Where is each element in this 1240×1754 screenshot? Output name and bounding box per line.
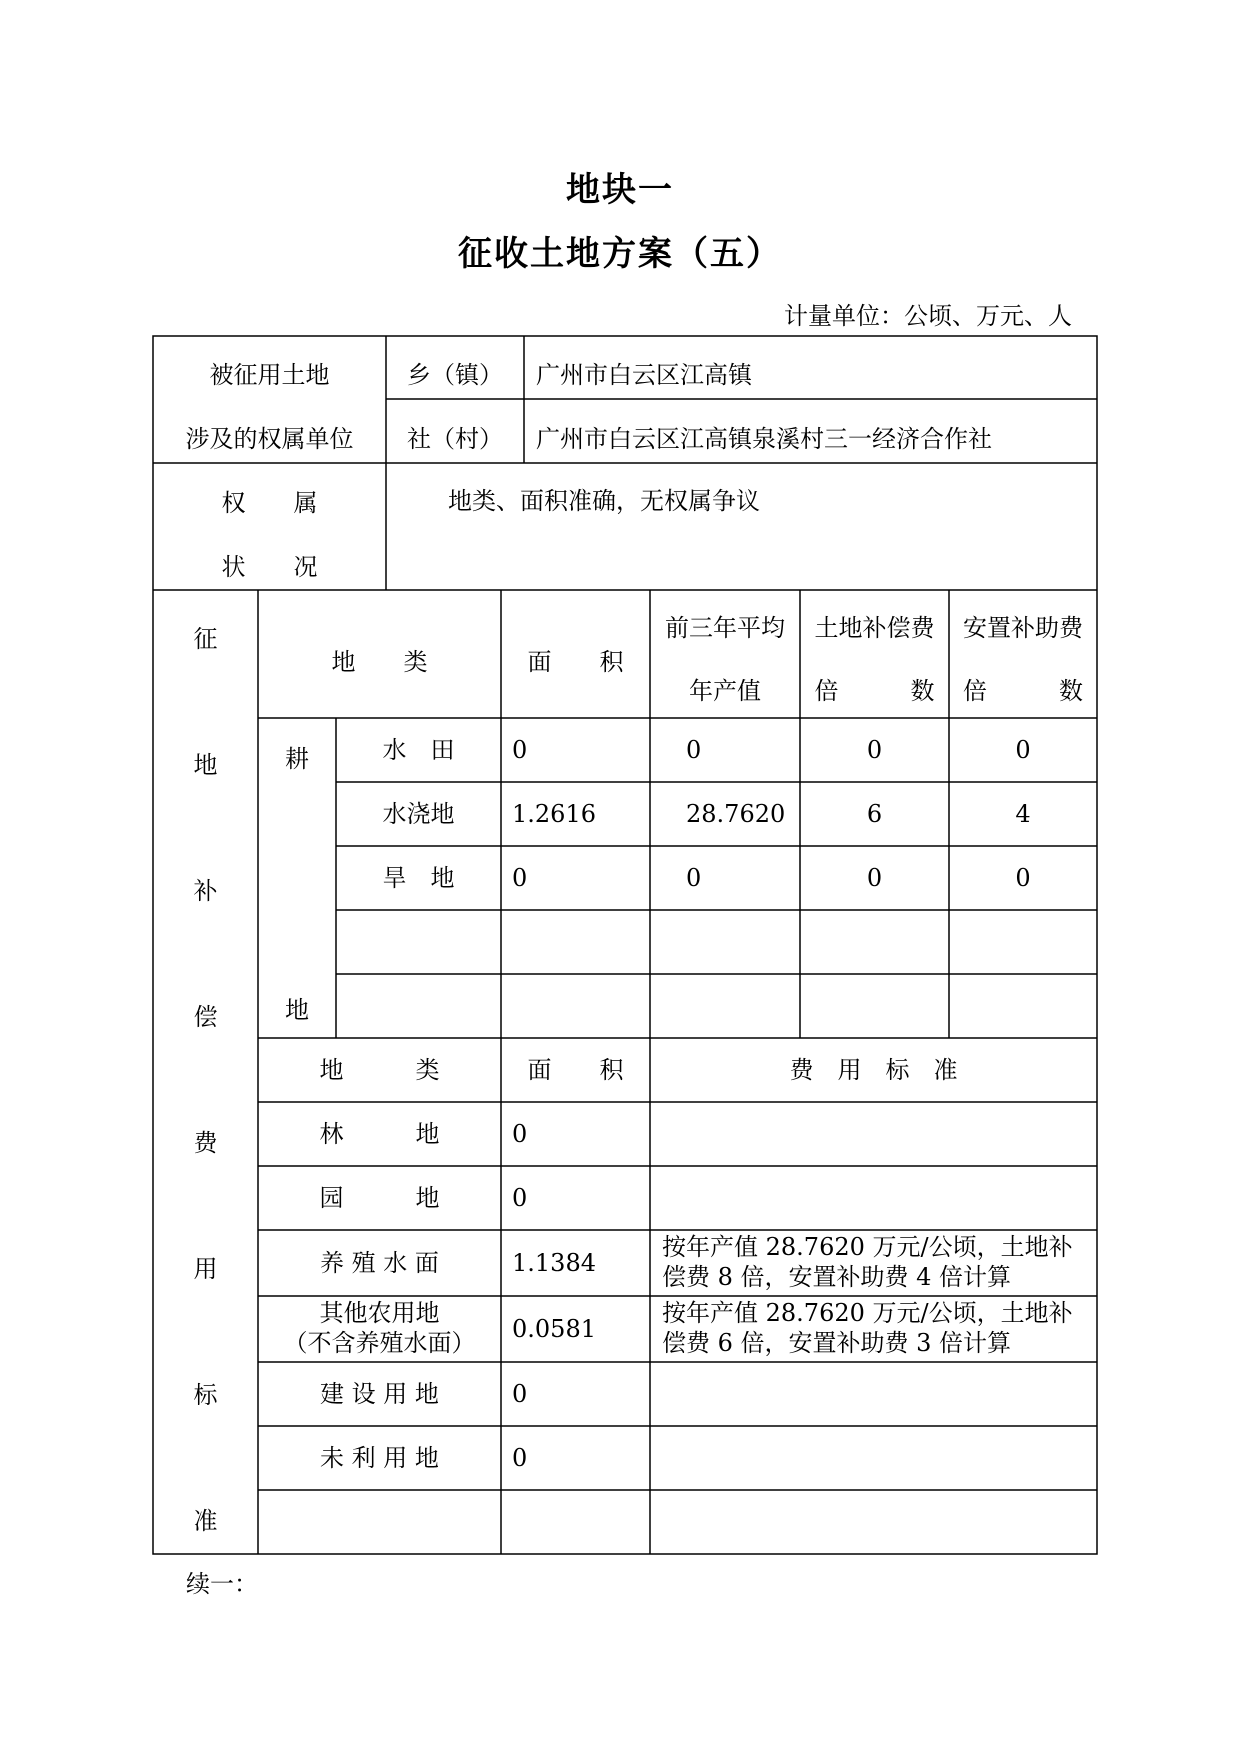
side-label-char: 补 bbox=[193, 877, 218, 905]
other-area: 1.1384 bbox=[512, 1249, 596, 1277]
side-label-char: 偿 bbox=[193, 1003, 218, 1031]
status-label-line2: 状 况 bbox=[221, 553, 318, 581]
farmland-type: 旱 地 bbox=[382, 864, 455, 892]
other-standard: 按年产值 28.7620 万元/公顷，土地补偿费 6 倍，安置补助费 3 倍计算 bbox=[662, 1299, 1073, 1357]
side-label-char: 费 bbox=[193, 1129, 218, 1157]
farmland-area: 0 bbox=[512, 864, 528, 892]
document-subtitle: 征收土地方案（五） bbox=[458, 234, 782, 274]
header-resettle-line2: 倍 数 bbox=[963, 677, 1083, 705]
header-land-comp-line2: 倍 数 bbox=[814, 677, 935, 705]
header-resettle-line1: 安置补助费 bbox=[963, 614, 1083, 642]
other-header-land-type: 地 类 bbox=[319, 1056, 440, 1084]
table-border bbox=[153, 336, 1097, 1554]
farmland-output: 28.7620 bbox=[686, 800, 786, 828]
side-label-char: 征 bbox=[193, 625, 218, 653]
header-area: 面 积 bbox=[527, 648, 624, 676]
other-standard: 按年产值 28.7620 万元/公顷，土地补偿费 8 倍，安置补助费 4 倍计算 bbox=[662, 1233, 1073, 1291]
other-header-area: 面 积 bbox=[527, 1056, 624, 1084]
side-label-char: 准 bbox=[193, 1507, 218, 1535]
other-type: 建 设 用 地 bbox=[320, 1380, 439, 1408]
farmland-area: 0 bbox=[512, 736, 528, 764]
other-area: 0 bbox=[512, 1444, 528, 1472]
status-label-line1: 权 属 bbox=[221, 489, 318, 517]
header-avg-output-line2: 年产值 bbox=[689, 677, 761, 705]
other-area: 0 bbox=[512, 1120, 528, 1148]
farmland-area: 1.2616 bbox=[512, 800, 596, 828]
village-label: 社（村） bbox=[407, 425, 503, 453]
other-type-line1: 其他农用地 bbox=[319, 1299, 440, 1327]
header-land-comp-line1: 土地补偿费 bbox=[814, 614, 935, 642]
other-area: 0 bbox=[512, 1380, 528, 1408]
other-header-standard: 费 用 标 准 bbox=[789, 1056, 958, 1084]
header-avg-output-line1: 前三年平均 bbox=[665, 614, 785, 642]
side-label-char: 地 bbox=[193, 751, 218, 779]
town-label: 乡（镇） bbox=[407, 361, 503, 389]
farmland-label-top: 耕 bbox=[285, 745, 309, 773]
village-value: 广州市白云区江高镇泉溪村三一经济合作社 bbox=[536, 425, 992, 453]
farmland-output: 0 bbox=[686, 864, 702, 892]
farmland-type: 水浇地 bbox=[382, 800, 455, 828]
document-title: 地块一 bbox=[566, 170, 674, 210]
farmland-output: 0 bbox=[686, 736, 702, 764]
other-type: 园 地 bbox=[319, 1184, 440, 1212]
farmland-land-multiple: 6 bbox=[866, 800, 883, 828]
other-type: 未 利 用 地 bbox=[320, 1444, 439, 1472]
farmland-type: 水 田 bbox=[382, 736, 455, 764]
side-label-char: 标 bbox=[193, 1381, 218, 1409]
unit-note: 计量单位：公顷、万元、人 bbox=[784, 302, 1072, 330]
farmland-land-multiple: 0 bbox=[866, 736, 883, 764]
farmland-resettle-multiple: 4 bbox=[1015, 800, 1031, 828]
farmland-resettle-multiple: 0 bbox=[1015, 736, 1031, 764]
header-land-type: 地 类 bbox=[331, 648, 428, 676]
other-type-line2: （不含养殖水面） bbox=[283, 1329, 476, 1357]
continued-label: 续一： bbox=[186, 1570, 258, 1598]
status-value: 地类、面积准确，无权属争议 bbox=[448, 487, 760, 515]
farmland-land-multiple: 0 bbox=[866, 864, 883, 892]
other-type: 林 地 bbox=[319, 1120, 440, 1148]
farmland-label-bottom: 地 bbox=[285, 996, 309, 1024]
town-value: 广州市白云区江高镇 bbox=[536, 361, 752, 389]
ownership-label-line1: 被征用土地 bbox=[209, 361, 330, 389]
farmland-resettle-multiple: 0 bbox=[1015, 864, 1031, 892]
other-type: 养 殖 水 面 bbox=[320, 1249, 439, 1277]
other-area: 0 bbox=[512, 1184, 528, 1212]
ownership-label-line2: 涉及的权属单位 bbox=[185, 425, 354, 453]
side-label-char: 用 bbox=[193, 1255, 218, 1283]
other-area: 0.0581 bbox=[512, 1315, 596, 1343]
